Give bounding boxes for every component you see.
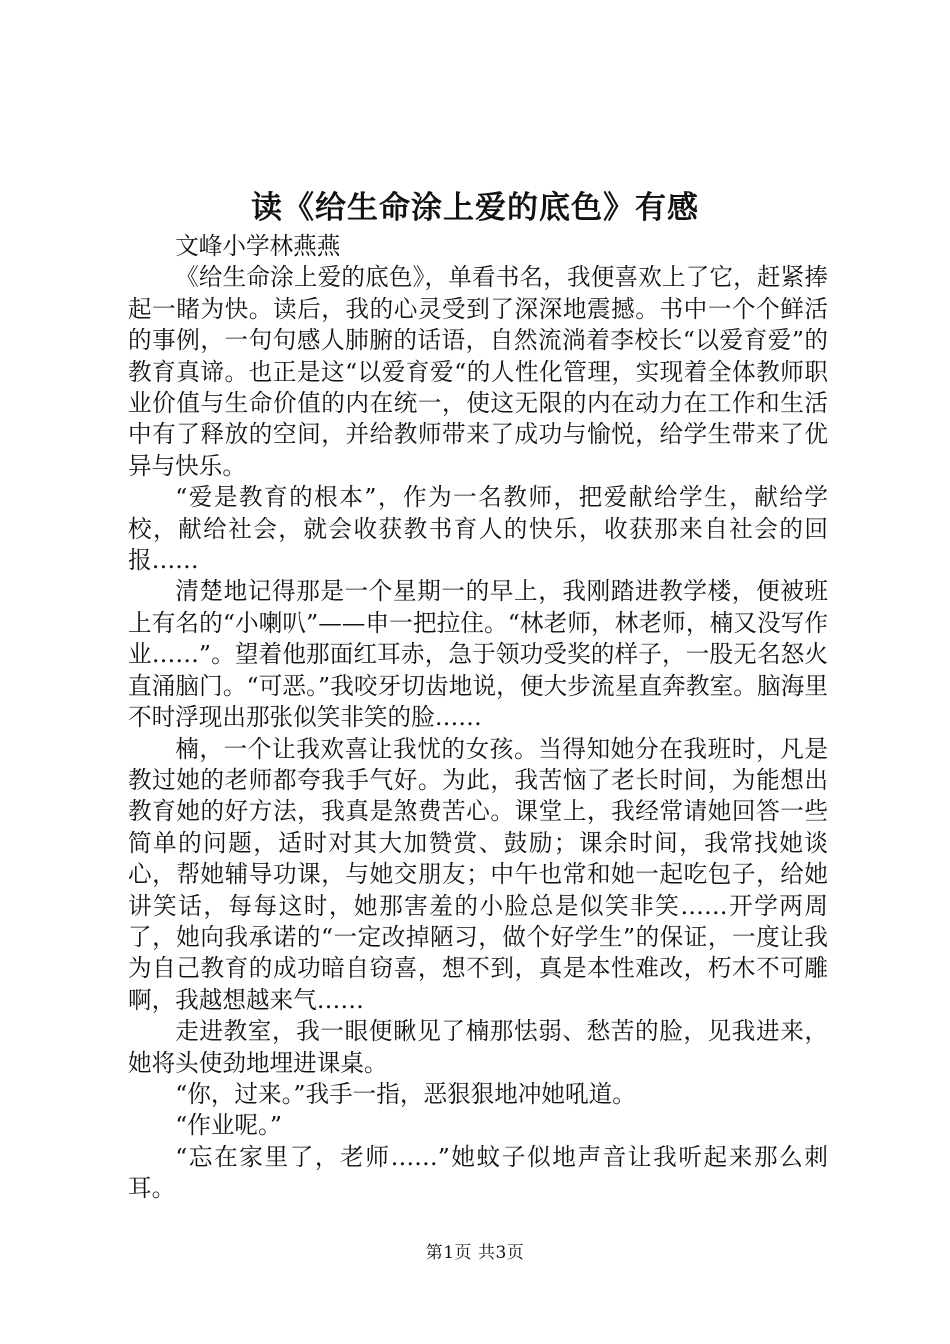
paragraph: “爱是教育的根本”，作为一名教师，把爱献给学生，献给学校，献给社会，就会收获教书育人的快乐，收获那来自社会的回报…… bbox=[128, 483, 828, 575]
paragraph: 《给生命涂上爱的底色》，单看书名，我便喜欢上了它，赶紧捧起一睹为快。读后，我的心灵受到了深深地震撼。书中一个个鲜活的事例，一句句感人肺腑的话语，自然流淌着李校长“以爱育爱”的教育真谛。也正是这“以爱育爱“的人性化管理，实现着全体教师职业价值与生命价值的内在统一，使这无限的内在动力在工作和生活中有了释放的空间，并给教师带来了成功与愉悦，给学生带来了优异与快乐。 bbox=[128, 263, 828, 480]
page-footer: 第1页 共3页 bbox=[425, 1243, 525, 1263]
document-body bbox=[128, 231, 828, 1205]
paragraph: “你，过来。”我手一指，恶狠狠地冲她吼道。 bbox=[175, 1079, 636, 1108]
author-line: 文峰小学林燕燕 bbox=[175, 232, 341, 260]
paragraph: “忘在家里了，老师……”她蚊子似地声音让我听起来那么刺耳。 bbox=[128, 1142, 828, 1203]
paragraph: 清楚地记得那是一个星期一的早上，我刚踏进教学楼，便被班上有名的“小喇叭”——申一把拉住。“林老师，林老师，楠又没写作业……”。望着他那面红耳赤，急于领功受奖的样子，一股无名怒火直涌脑门。“可恶。”我咬牙切齿地说，便大步流星直奔教室。脑海里不时浮现出那张似笑非笑的脸…… bbox=[128, 577, 828, 732]
paragraph: 走进教室，我一眼便瞅见了楠那怯弱、愁苦的脸，见我进来，她将头使劲地埋进课桌。 bbox=[128, 1017, 828, 1077]
document-title: 读《给生命涂上爱的底色》有感 bbox=[251, 190, 699, 226]
paragraph: 楠，一个让我欢喜让我忧的女孩。当得知她分在我班时，凡是教过她的老师都夸我手气好。为此，我苦恼了老长时间，为能想出教育她的好方法，我真是煞费苦心。课堂上，我经常请她回答一些简单的问题，适时对其大加赞赏、鼓励；课余时间，我常找她谈心，帮她辅导功课，与她交朋友；中午也常和她一起吃包子，给她讲笑话，每每这时，她那害羞的小脸总是似笑非笑……开学两周了，她向我承诺的“一定改掉陋习，做个好学生”的保证，一度让我为自己教育的成功暗自窃喜，想不到，真是本性难改，朽木不可雕啊，我越想越来气…… bbox=[128, 734, 828, 1014]
paragraph: “作业呢。” bbox=[175, 1111, 282, 1140]
